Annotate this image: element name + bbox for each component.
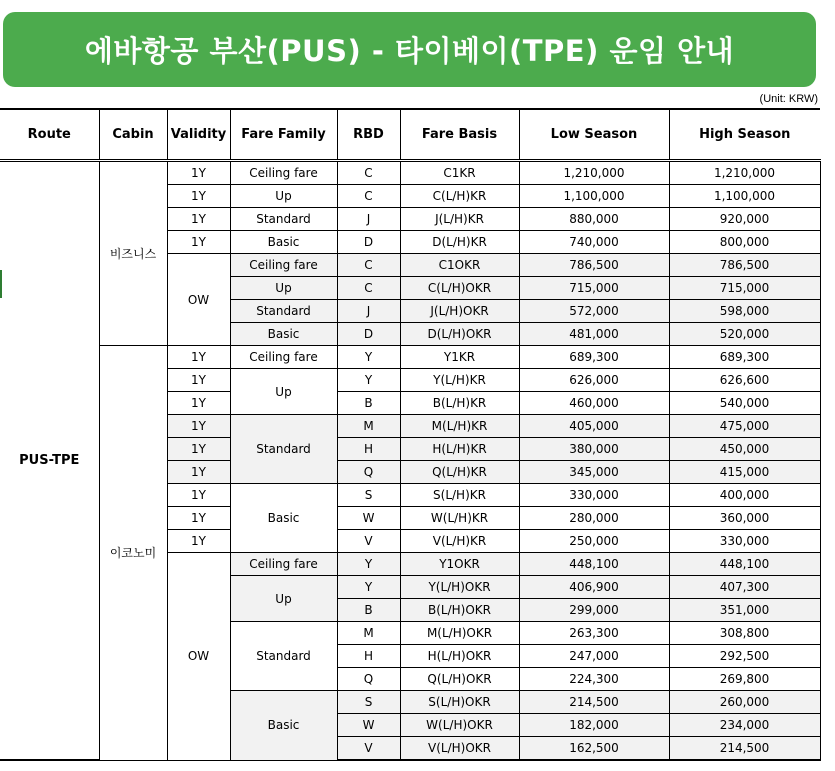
unit-label: (Unit: KRW) [759, 93, 818, 105]
fare-family-cell: Standard [230, 622, 337, 691]
high-season-cell: 308,800 [669, 622, 820, 645]
low-season-cell: 250,000 [519, 530, 669, 553]
high-season-cell: 360,000 [669, 507, 820, 530]
validity-cell: OW [167, 553, 230, 761]
fare-basis-cell: Y(L/H)KR [400, 369, 519, 392]
fare-family-cell: Up [230, 185, 337, 208]
high-season-cell: 1,210,000 [669, 161, 820, 185]
high-season-cell: 269,800 [669, 668, 820, 691]
fare-basis-cell: Y1OKR [400, 553, 519, 576]
rbd-cell: C [337, 254, 400, 277]
low-season-cell: 263,300 [519, 622, 669, 645]
high-season-cell: 1,100,000 [669, 185, 820, 208]
low-season-cell: 299,000 [519, 599, 669, 622]
header-fare-family: Fare Family [230, 109, 337, 161]
low-season-cell: 448,100 [519, 553, 669, 576]
header-low-season: Low Season [519, 109, 669, 161]
header-route: Route [0, 109, 99, 161]
rbd-cell: Y [337, 369, 400, 392]
low-season-cell: 715,000 [519, 277, 669, 300]
high-season-cell: 715,000 [669, 277, 820, 300]
fare-basis-cell: C(L/H)KR [400, 185, 519, 208]
rbd-cell: B [337, 392, 400, 415]
rbd-cell: C [337, 185, 400, 208]
header-cabin: Cabin [99, 109, 167, 161]
rbd-cell: B [337, 599, 400, 622]
header-high-season: High Season [669, 109, 820, 161]
header-rbd: RBD [337, 109, 400, 161]
high-season-cell: 626,600 [669, 369, 820, 392]
fare-basis-cell: Q(L/H)OKR [400, 668, 519, 691]
low-season-cell: 689,300 [519, 346, 669, 369]
fare-family-cell: Standard [230, 208, 337, 231]
route-cell: PUS-TPE [0, 161, 99, 761]
validity-cell: 1Y [167, 231, 230, 254]
validity-cell: 1Y [167, 208, 230, 231]
validity-cell: 1Y [167, 461, 230, 484]
validity-cell: 1Y [167, 484, 230, 507]
low-season-cell: 280,000 [519, 507, 669, 530]
high-season-cell: 520,000 [669, 323, 820, 346]
validity-cell: 1Y [167, 185, 230, 208]
fare-basis-cell: M(L/H)OKR [400, 622, 519, 645]
low-season-cell: 224,300 [519, 668, 669, 691]
fare-family-cell: Ceiling fare [230, 346, 337, 369]
rbd-cell: D [337, 231, 400, 254]
high-season-cell: 475,000 [669, 415, 820, 438]
fare-family-cell: Up [230, 369, 337, 415]
validity-cell: 1Y [167, 415, 230, 438]
high-season-cell: 448,100 [669, 553, 820, 576]
table-row [0, 346, 820, 369]
rbd-cell: H [337, 645, 400, 668]
table-row [0, 161, 820, 185]
validity-cell: 1Y [167, 438, 230, 461]
rbd-cell: W [337, 507, 400, 530]
rbd-cell: Q [337, 668, 400, 691]
high-season-cell: 234,000 [669, 714, 820, 737]
fare-basis-cell: S(L/H)OKR [400, 691, 519, 714]
rbd-cell: C [337, 277, 400, 300]
header-row [0, 109, 820, 161]
high-season-cell: 786,500 [669, 254, 820, 277]
high-season-cell: 800,000 [669, 231, 820, 254]
rbd-cell: M [337, 622, 400, 645]
validity-cell: OW [167, 254, 230, 346]
fare-family-cell: Ceiling fare [230, 254, 337, 277]
fare-basis-cell: W(L/H)KR [400, 507, 519, 530]
rbd-cell: M [337, 415, 400, 438]
high-season-cell: 540,000 [669, 392, 820, 415]
validity-cell: 1Y [167, 346, 230, 369]
fare-basis-cell: S(L/H)KR [400, 484, 519, 507]
high-season-cell: 689,300 [669, 346, 820, 369]
rbd-cell: Y [337, 576, 400, 599]
low-season-cell: 572,000 [519, 300, 669, 323]
low-season-cell: 162,500 [519, 737, 669, 761]
rbd-cell: Y [337, 346, 400, 369]
header-validity: Validity [167, 109, 230, 161]
low-season-cell: 1,210,000 [519, 161, 669, 185]
fare-basis-cell: C(L/H)OKR [400, 277, 519, 300]
low-season-cell: 740,000 [519, 231, 669, 254]
high-season-cell: 330,000 [669, 530, 820, 553]
page-title: 에바항공 부산(PUS) - 타이베이(TPE) 운임 안내 [84, 34, 735, 68]
cabin-business: 비즈니스 [99, 161, 167, 346]
fare-basis-cell: M(L/H)KR [400, 415, 519, 438]
fare-family-cell: Basic [230, 484, 337, 553]
fare-basis-cell: Q(L/H)KR [400, 461, 519, 484]
low-season-cell: 786,500 [519, 254, 669, 277]
fare-basis-cell: C1KR [400, 161, 519, 185]
validity-cell: 1Y [167, 392, 230, 415]
low-season-cell: 380,000 [519, 438, 669, 461]
high-season-cell: 292,500 [669, 645, 820, 668]
fare-basis-cell: D(L/H)OKR [400, 323, 519, 346]
fare-table [0, 108, 821, 761]
fare-basis-cell: B(L/H)OKR [400, 599, 519, 622]
validity-cell: 1Y [167, 507, 230, 530]
fare-basis-cell: V(L/H)KR [400, 530, 519, 553]
fare-basis-cell: W(L/H)OKR [400, 714, 519, 737]
fare-family-cell: Basic [230, 323, 337, 346]
high-season-cell: 260,000 [669, 691, 820, 714]
fare-basis-cell: Y(L/H)OKR [400, 576, 519, 599]
high-season-cell: 400,000 [669, 484, 820, 507]
validity-cell: 1Y [167, 530, 230, 553]
fare-basis-cell: J(L/H)KR [400, 208, 519, 231]
low-season-cell: 460,000 [519, 392, 669, 415]
low-season-cell: 626,000 [519, 369, 669, 392]
header-fare-basis: Fare Basis [400, 109, 519, 161]
fare-basis-cell: Y1KR [400, 346, 519, 369]
high-season-cell: 415,000 [669, 461, 820, 484]
fare-basis-cell: C1OKR [400, 254, 519, 277]
title-banner [3, 12, 816, 87]
validity-cell: 1Y [167, 369, 230, 392]
fare-family-cell: Up [230, 576, 337, 622]
rbd-cell: V [337, 737, 400, 761]
rbd-cell: V [337, 530, 400, 553]
fare-family-cell: Standard [230, 300, 337, 323]
low-season-cell: 1,100,000 [519, 185, 669, 208]
high-season-cell: 407,300 [669, 576, 820, 599]
fare-family-cell: Ceiling fare [230, 553, 337, 576]
low-season-cell: 481,000 [519, 323, 669, 346]
high-season-cell: 351,000 [669, 599, 820, 622]
rbd-cell: Y [337, 553, 400, 576]
rbd-cell: Q [337, 461, 400, 484]
fare-family-cell: Basic [230, 691, 337, 761]
fare-basis-cell: H(L/H)OKR [400, 645, 519, 668]
high-season-cell: 214,500 [669, 737, 820, 761]
low-season-cell: 345,000 [519, 461, 669, 484]
low-season-cell: 182,000 [519, 714, 669, 737]
low-season-cell: 214,500 [519, 691, 669, 714]
rbd-cell: C [337, 161, 400, 185]
low-season-cell: 880,000 [519, 208, 669, 231]
fare-basis-cell: H(L/H)KR [400, 438, 519, 461]
high-season-cell: 598,000 [669, 300, 820, 323]
fare-table-container [0, 108, 820, 761]
fare-basis-cell: D(L/H)KR [400, 231, 519, 254]
high-season-cell: 920,000 [669, 208, 820, 231]
fare-family-cell: Ceiling fare [230, 161, 337, 185]
high-season-cell: 450,000 [669, 438, 820, 461]
low-season-cell: 247,000 [519, 645, 669, 668]
rbd-cell: W [337, 714, 400, 737]
rbd-cell: D [337, 323, 400, 346]
rbd-cell: S [337, 484, 400, 507]
fare-family-cell: Basic [230, 231, 337, 254]
rbd-cell: J [337, 208, 400, 231]
fare-family-cell: Up [230, 277, 337, 300]
rbd-cell: J [337, 300, 400, 323]
low-season-cell: 330,000 [519, 484, 669, 507]
fare-family-cell: Standard [230, 415, 337, 484]
validity-cell: 1Y [167, 161, 230, 185]
rbd-cell: H [337, 438, 400, 461]
rbd-cell: S [337, 691, 400, 714]
fare-basis-cell: B(L/H)KR [400, 392, 519, 415]
low-season-cell: 406,900 [519, 576, 669, 599]
fare-basis-cell: V(L/H)OKR [400, 737, 519, 761]
fare-basis-cell: J(L/H)OKR [400, 300, 519, 323]
low-season-cell: 405,000 [519, 415, 669, 438]
cabin-economy: 이코노미 [99, 346, 167, 761]
